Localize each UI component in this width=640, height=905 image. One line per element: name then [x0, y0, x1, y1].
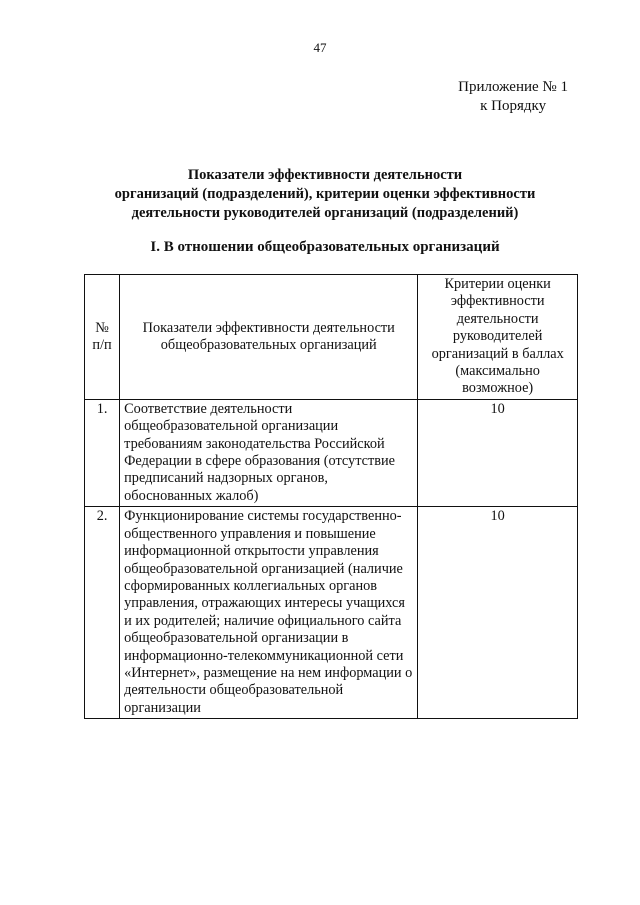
header-indicator: Показатели эффективности деятельности общеобразовательных организаций — [120, 275, 418, 400]
row-score: 10 — [418, 399, 578, 506]
row-score: 10 — [418, 507, 578, 719]
row-indicator: Функционирование системы государственно-общественного управления и повышение информационной открытости управления общеобразовательной организацией (наличие сформированных коллегиальных органов управления, отражающих интересы учащихся и их родителей; наличие официального сайта общеобразовательной организации в информационно-телекоммуникационной сети «Интернет», размещение на нем информации о деятельности общеобразовательной организации — [120, 507, 418, 719]
section-title: I. В отношении общеобразовательных организаций — [150, 239, 500, 255]
appendix-line-2: к Порядку — [480, 98, 547, 114]
row-indicator: Соответствие деятельности общеобразовательной организации требованиям законодательства Российской Федерации в сфере образования (отсутствие предписаний надзорных органов, обоснованных жалоб) — [120, 399, 418, 506]
document-title-line-2: организаций (подразделений), критерии оценки эффективности — [114, 186, 536, 202]
table-row — [85, 399, 578, 506]
header-criteria: Критерии оценки эффективности деятельности руководителей организаций в баллах (максимально возможное) — [418, 275, 578, 400]
row-number: 1. — [85, 399, 120, 506]
document-title-line-1: Показатели эффективности деятельности — [187, 167, 463, 183]
table-row — [85, 507, 578, 719]
row-number: 2. — [85, 507, 120, 719]
document-title-line-3: деятельности руководителей организаций (подразделений) — [131, 205, 519, 221]
appendix-reference — [458, 78, 568, 116]
page-number: 47 — [313, 40, 327, 55]
header-number: № п/п — [85, 275, 120, 400]
appendix-line-1: Приложение № 1 — [458, 79, 568, 95]
document-title — [80, 166, 570, 223]
criteria-table — [84, 274, 578, 719]
table-header-row — [85, 275, 578, 400]
